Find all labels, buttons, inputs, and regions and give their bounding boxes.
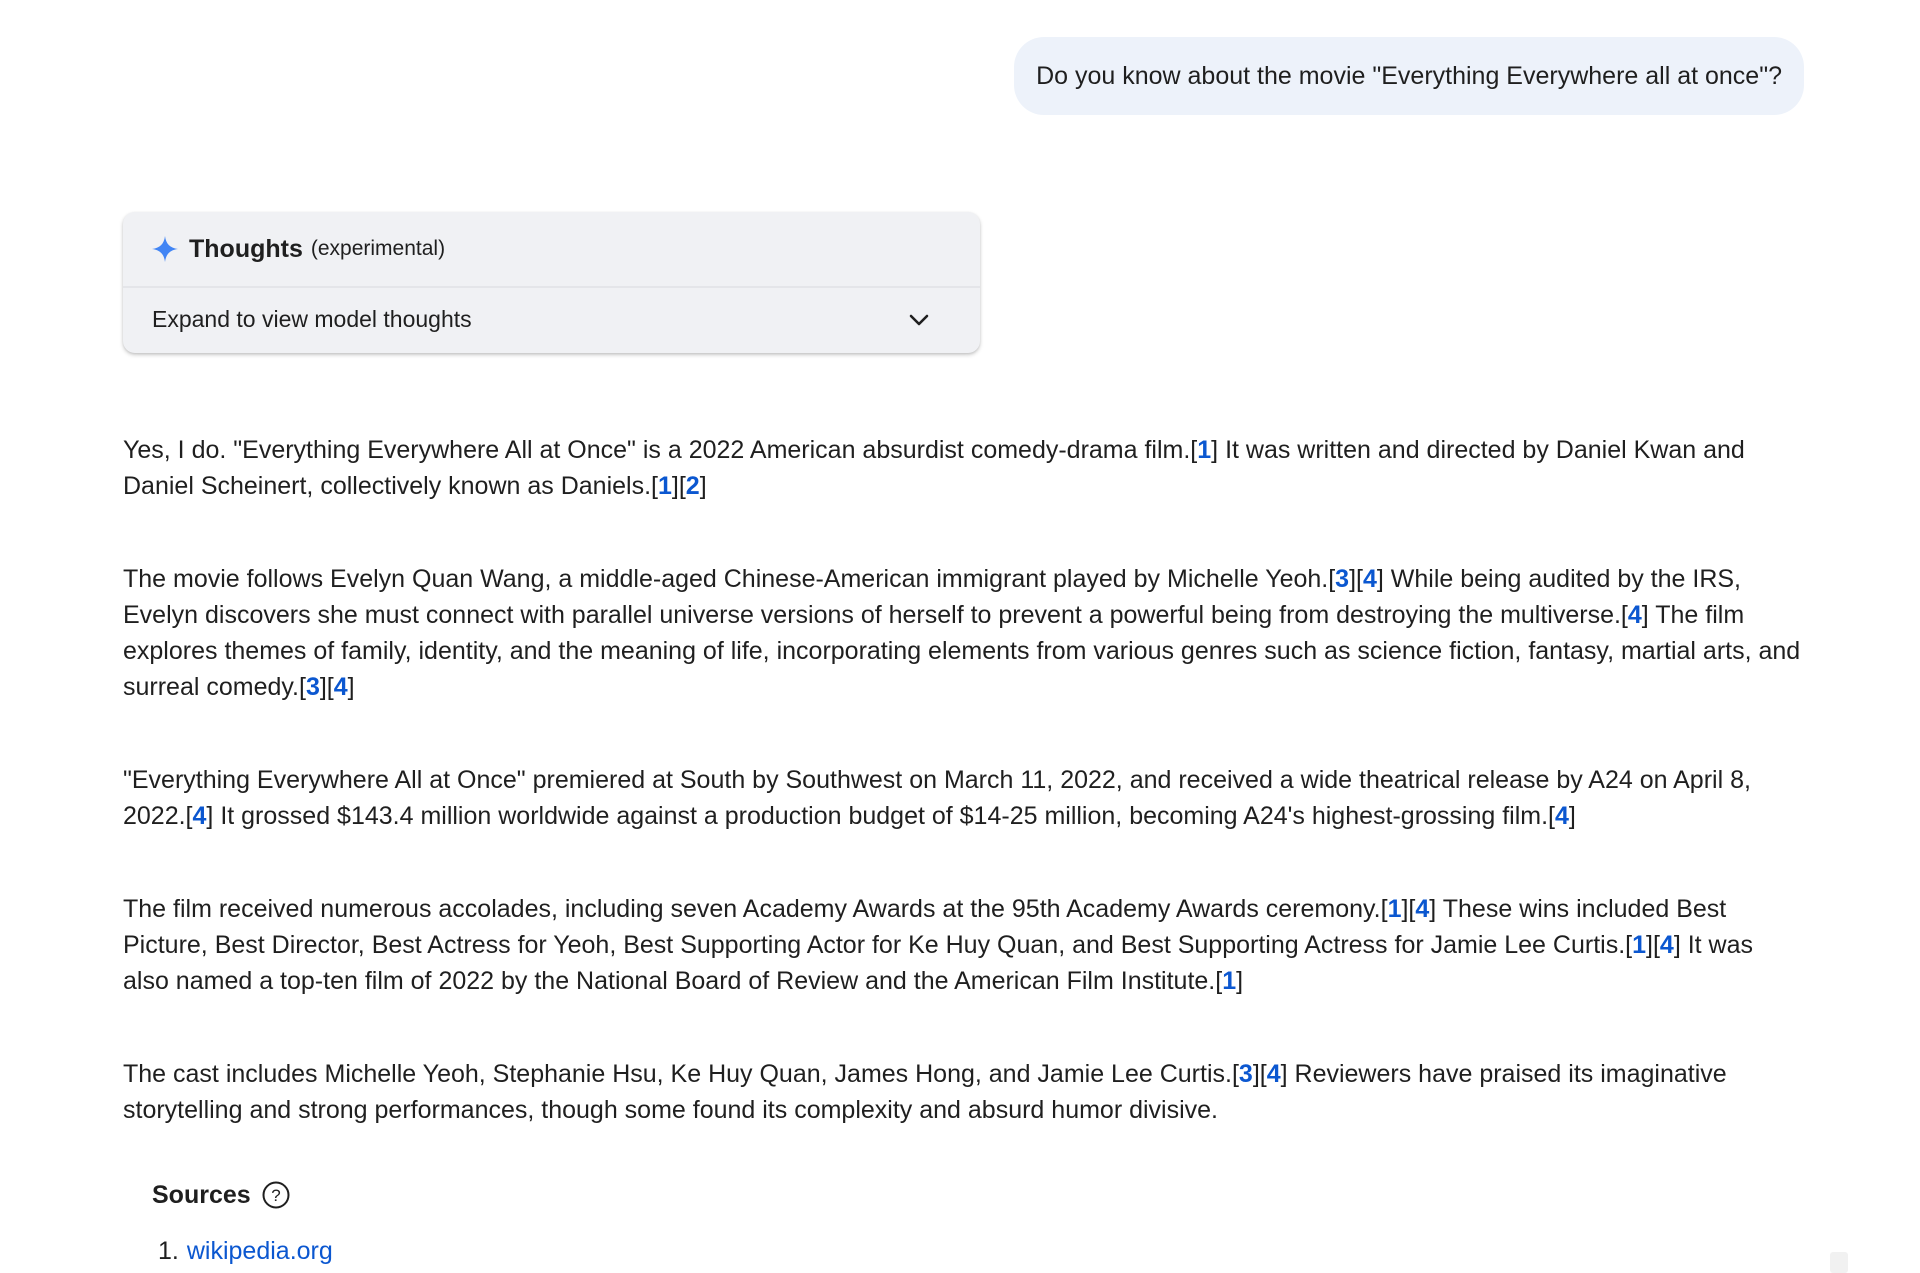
sources-title: Sources — [152, 1180, 251, 1209]
citation-link[interactable]: 3 — [1335, 565, 1350, 593]
response-text: ][ — [1252, 1060, 1267, 1088]
response-paragraph — [123, 1056, 1803, 1128]
citation-link[interactable]: 1 — [1197, 436, 1212, 464]
scrollbar-thumb[interactable] — [1830, 1252, 1848, 1273]
citation-link[interactable]: 3 — [1238, 1060, 1253, 1088]
chevron-down-icon — [908, 313, 930, 327]
response-text: ][ — [319, 673, 334, 701]
citation-link[interactable]: 4 — [1362, 565, 1377, 593]
citation-link[interactable]: 2 — [685, 472, 700, 500]
citation-link[interactable]: 4 — [333, 673, 348, 701]
response-paragraph — [123, 891, 1803, 999]
citation-link[interactable]: 1 — [1632, 931, 1646, 959]
sources-section — [152, 1180, 333, 1265]
source-link[interactable]: wikipedia.org — [186, 1237, 333, 1265]
response-paragraph — [123, 561, 1803, 705]
response-text: ] It grossed $143.4 million worldwide against a production budget of $14-25 million, becoming A24's highest-grossing film.[ — [206, 802, 1556, 830]
citation-link[interactable]: 3 — [305, 673, 320, 701]
help-circle-icon[interactable] — [261, 1180, 291, 1210]
response-text: ][ — [1646, 931, 1660, 959]
expand-thoughts-button[interactable] — [123, 288, 980, 351]
citation-link[interactable]: 4 — [1266, 1060, 1281, 1088]
response-text: "Everything Everywhere All at Once" premiered at South by Southwest on March 11, 2022, and received a wide theatrical release by A24 on April 8, 2022.[ — [123, 766, 1751, 830]
response-paragraph — [123, 432, 1803, 504]
thoughts-subtitle: (experimental) — [310, 237, 446, 260]
citation-link[interactable]: 4 — [1415, 895, 1430, 923]
citation-link[interactable]: 1 — [1387, 895, 1402, 923]
citation-link[interactable]: 4 — [1627, 601, 1642, 629]
citation-link[interactable]: 4 — [1555, 802, 1569, 830]
model-response — [123, 432, 1803, 1185]
response-text: Yes, I do. "Everything Everywhere All at Once" is a 2022 American absurdist comedy-drama film.[ — [123, 436, 1198, 464]
thoughts-title: Thoughts — [189, 234, 303, 263]
response-text: ] — [1568, 802, 1576, 830]
sources-list — [152, 1237, 333, 1266]
thoughts-header — [123, 212, 980, 288]
sources-header — [152, 1180, 291, 1210]
expand-thoughts-label: Expand to view model thoughts — [152, 306, 472, 332]
user-message-bubble — [1014, 37, 1804, 115]
response-text: ] These wins included Best Picture, Best Director, Best Actress for Yeoh, Best Supporting Actor for Ke Huy Quan, and Best Supporting Actress for Jamie Lee Curtis.[ — [123, 895, 1727, 959]
response-text: The movie follows Evelyn Quan Wang, a middle-aged Chinese-American immigrant played by Michelle Yeoh.[ — [123, 565, 1336, 593]
response-text: ] — [347, 673, 355, 701]
source-number: 1. — [158, 1237, 179, 1265]
response-text: ] It was written and directed by Daniel Kwan and Daniel Scheinert, collectively known as Daniels.[ — [123, 436, 1745, 500]
response-text: ] While being audited by the IRS, Evelyn discovers she must connect with parallel universe versions of herself to prevent a powerful being from destroying the multiverse.[ — [123, 565, 1741, 629]
response-text: ][ — [671, 472, 686, 500]
response-text: ] The film explores themes of family, identity, and the meaning of life, incorporating elements from various genres such as science fiction, fantasy, martial arts, and surreal comedy.[ — [123, 601, 1801, 701]
svg-text:?: ? — [270, 1186, 281, 1205]
citation-link[interactable]: 4 — [1659, 931, 1674, 959]
citation-link[interactable]: 1 — [657, 472, 672, 500]
response-text: ] — [699, 472, 707, 500]
response-text: The film received numerous accolades, including seven Academy Awards at the 95th Academy Awards ceremony.[ — [123, 895, 1388, 923]
response-text: ] — [1236, 967, 1244, 995]
response-text: The cast includes Michelle Yeoh, Stephanie Hsu, Ke Huy Quan, James Hong, and Jamie Lee Curtis.[ — [123, 1060, 1239, 1088]
sparkle-icon — [151, 235, 179, 263]
citation-link[interactable]: 4 — [192, 802, 207, 830]
thoughts-panel — [123, 212, 980, 353]
user-message-text: Do you know about the movie "Everything Everywhere all at once"? — [1036, 61, 1782, 90]
response-text: ] Reviewers have praised its imaginative storytelling and strong performances, though some found its complexity and absurd humor divisive. — [123, 1060, 1727, 1124]
response-paragraph — [123, 762, 1803, 834]
response-text: ] It was also named a top-ten film of 2022 by the National Board of Review and the American Film Institute.[ — [123, 931, 1753, 995]
response-text: ][ — [1349, 565, 1363, 593]
response-text: ][ — [1401, 895, 1416, 923]
citation-link[interactable]: 1 — [1222, 967, 1237, 995]
